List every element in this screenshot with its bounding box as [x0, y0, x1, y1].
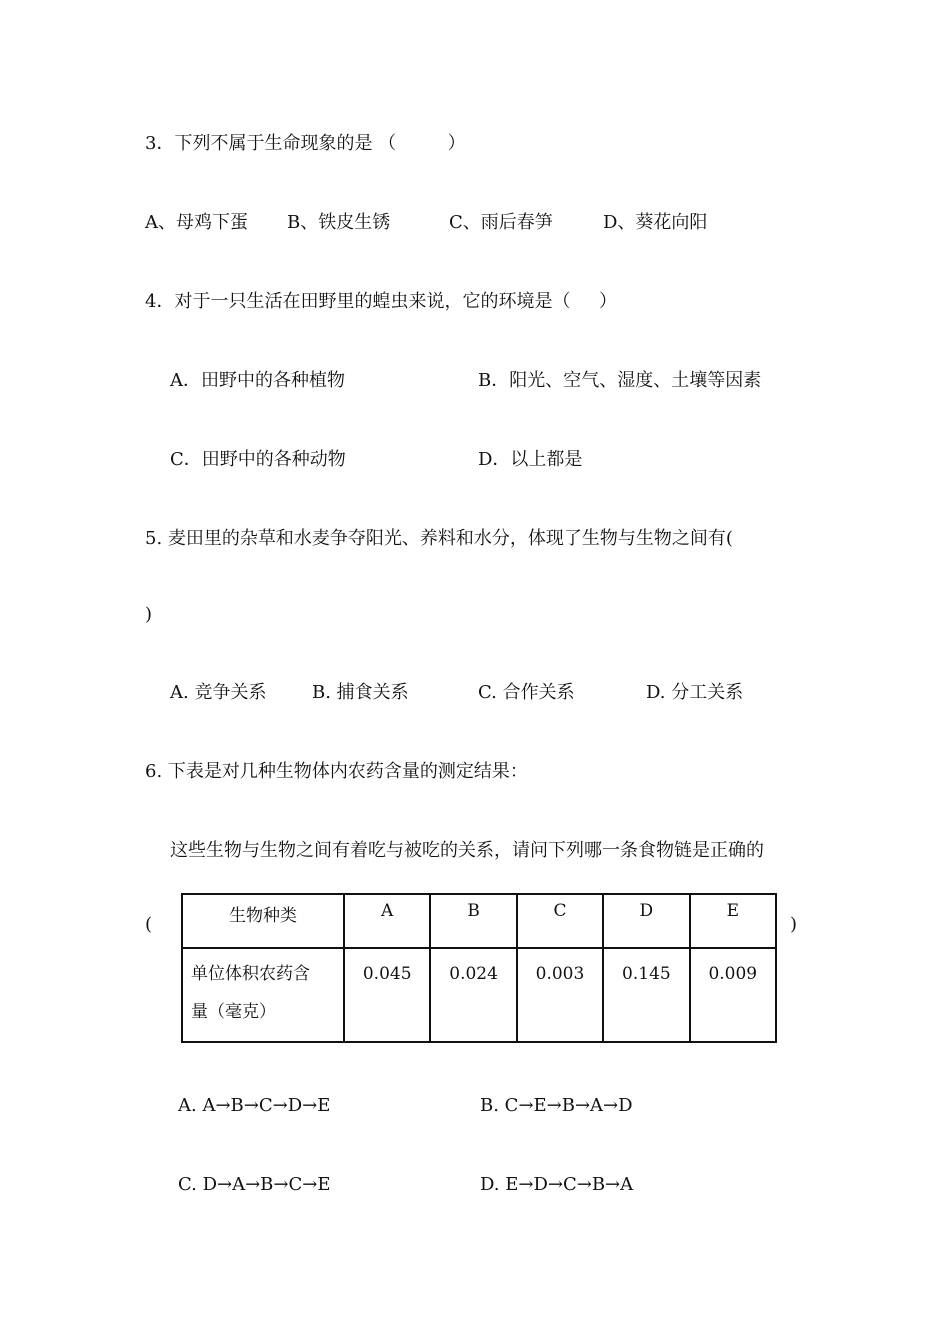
q4-stem: 4．对于一只生活在田野里的蝗虫来说，它的环境是（ ） — [145, 291, 618, 312]
header-cell-e: E — [690, 894, 776, 948]
header-label-cell: 生物种类 — [182, 894, 344, 948]
header-cell-c: C — [517, 894, 603, 948]
q4-option-c: C．田野中的各种动物 — [170, 449, 346, 470]
row-label-line-1: 单位体积农药含 — [191, 964, 310, 984]
q5-option-b: B. 捕食关系 — [312, 682, 409, 703]
row-label-cell — [182, 948, 344, 1042]
pesticide-table — [181, 893, 777, 1043]
q5-stem: 5. 麦田里的杂草和水麦争夺阳光、养料和水分，体现了生物与生物之间有( — [145, 528, 733, 549]
q5-option-c: C. 合作关系 — [478, 682, 575, 703]
table-header-row — [182, 894, 776, 948]
q6-intro: 这些生物与生物之间有着吃与被吃的关系，请问下列哪一条食物链是正确的 — [170, 840, 764, 861]
q5-option-d: D. 分工关系 — [646, 682, 744, 703]
q3-stem: 3．下列不属于生命现象的是 （ ） — [145, 133, 466, 154]
row-label-line-2: 量（毫克） — [191, 1002, 276, 1022]
q3-option-d: D、葵花向阳 — [603, 212, 708, 233]
q4-option-b: B．阳光、空气、湿度、土壤等因素 — [478, 370, 762, 391]
header-cell-d: D — [603, 894, 689, 948]
q6-option-a: A. A→B→C→D→E — [178, 1095, 331, 1116]
value-cell-c: 0.003 — [517, 948, 603, 1042]
q6-option-b: B. C→E→B→A→D — [480, 1095, 633, 1116]
q4-option-a: A．田野中的各种植物 — [170, 370, 345, 391]
q3-option-c: C、雨后春笋 — [449, 212, 553, 233]
q3-option-b: B、铁皮生锈 — [287, 212, 391, 233]
header-cell-a: A — [344, 894, 430, 948]
table-row — [182, 948, 776, 1042]
value-cell-e: 0.009 — [690, 948, 776, 1042]
q3-option-a: A、母鸡下蛋 — [145, 212, 248, 233]
q6-option-c: C. D→A→B→C→E — [178, 1174, 331, 1195]
q5-stem-end: ) — [145, 604, 153, 625]
value-cell-d: 0.145 — [603, 948, 689, 1042]
header-cell-b: B — [430, 894, 516, 948]
q5-option-a: A. 竞争关系 — [170, 682, 267, 703]
q6-paren-close: ) — [790, 914, 798, 935]
value-cell-a: 0.045 — [344, 948, 430, 1042]
q4-option-d: D．以上都是 — [478, 449, 583, 470]
q6-option-d: D. E→D→C→B→A — [480, 1174, 634, 1195]
q6-paren-open: ( — [145, 914, 153, 935]
value-cell-b: 0.024 — [430, 948, 516, 1042]
q6-stem: 6. 下表是对几种生物体内农药含量的测定结果： — [145, 761, 528, 782]
